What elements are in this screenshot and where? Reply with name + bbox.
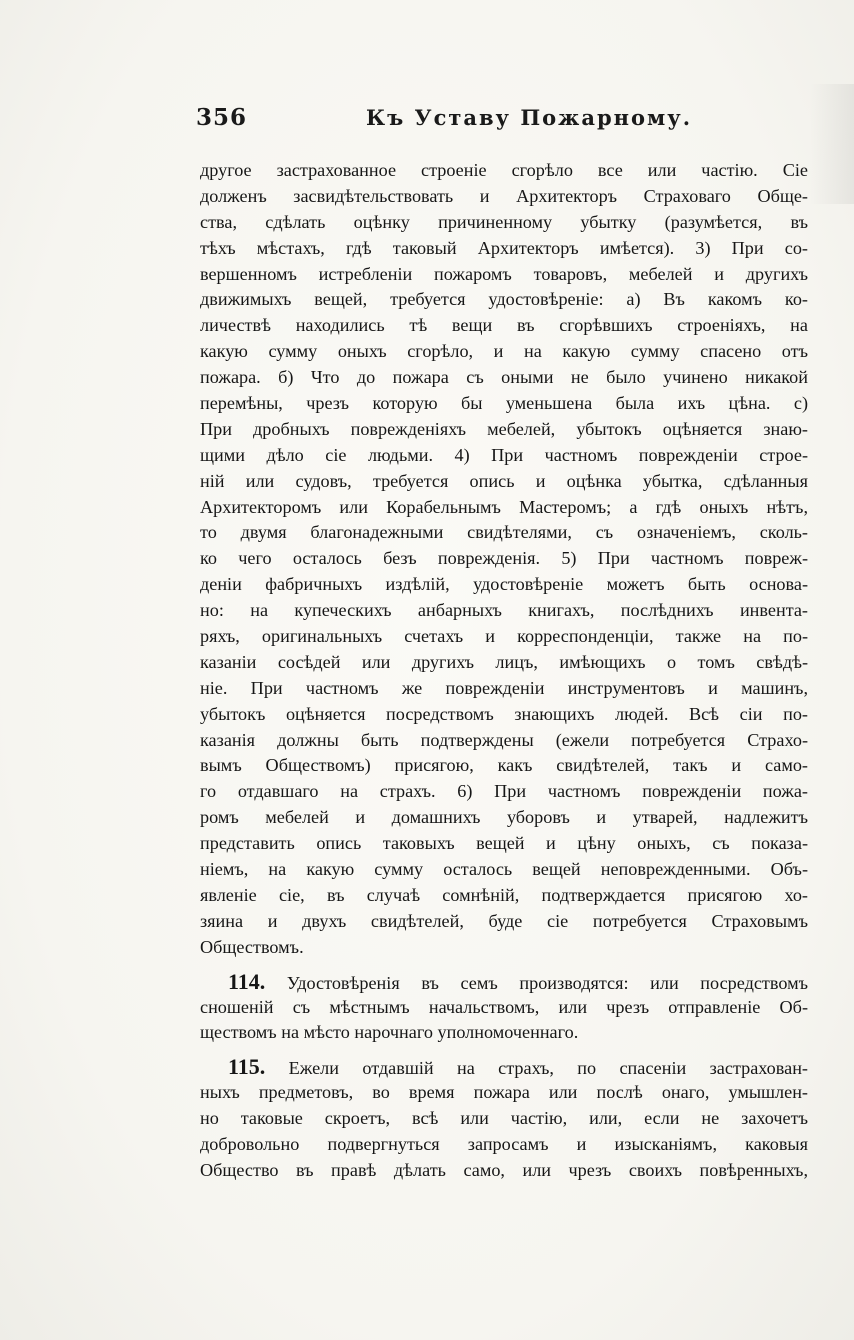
text-line: ромъ мебелей и домашнихъ уборовъ и утварей, надлежитъ (200, 807, 808, 828)
section-line-text: Удостовѣренія въ семъ производятся: или посредствомъ (265, 972, 808, 993)
text-line: ніе. При частномъ же поврежденіи инструментовъ и машинъ, (200, 677, 808, 698)
text-line: другое застрахованное строеніе сгорѣло все или частію. Сіе (200, 160, 808, 180)
text-line: какую сумму оныхъ сгорѣло, и на какую сумму спасено отъ (200, 341, 808, 362)
paragraph-1 (200, 158, 808, 961)
text-line: пожара. б) Что до пожара съ оными не было учинено никакой (200, 367, 808, 388)
page-header (196, 104, 808, 136)
text-line: перемѣны, чрезъ которую бы уменьшена была ихъ цѣна. с) (200, 393, 808, 414)
text-line: зяина и двухъ свидѣтелей, буде сіе потребуется Страховымъ (200, 910, 808, 931)
text-line: ній или судовъ, требуется опись и оцѣнка убытка, сдѣланныя (200, 470, 808, 491)
section-115 (200, 1054, 808, 1183)
text-line: явленіе сіе, въ случаѣ сомнѣній, подтверждается присягою хо- (200, 884, 808, 905)
text-line: ществомъ на мѣсто нарочнаго уполномоченнаго. (200, 1022, 579, 1043)
text-line: казанія должны быть подтверждены (ежели потребуется Страхо- (200, 729, 808, 750)
text-line: вымъ Обществомъ) присягою, какъ свидѣтелей, такъ и само- (200, 755, 808, 776)
text-line: Обществомъ. (200, 936, 304, 957)
text-line: сношеній съ мѣстнымъ начальствомъ, или чрезъ отправленіе Об- (200, 996, 808, 1017)
running-head: Къ Уставу Пожарному. (366, 105, 693, 130)
section-number: 114. (228, 968, 266, 994)
text-line: ко чего осталось безъ поврежденія. 5) При частномъ повреж- (200, 548, 808, 569)
text-line: представить опись таковыхъ вещей и цѣну оныхъ, съ показа- (200, 833, 808, 854)
text-line: вершенномъ истребленіи пожаромъ товаровъ, мебелей и другихъ (200, 263, 808, 284)
section-114 (200, 969, 808, 1047)
page-text (200, 158, 808, 1184)
section-number: 115. (228, 1054, 266, 1080)
text-line: ряхъ, оригинальныхъ счетахъ и корреспонденціи, также на по- (200, 626, 808, 647)
text-line: добровольно подвергнуться запросамъ и изысканіямъ, каковыя (200, 1133, 808, 1154)
text-line: личествѣ находились тѣ вещи въ сгорѣвшихъ строеніяхъ, на (200, 315, 808, 336)
section-first-line (200, 1054, 808, 1080)
text-line: ства, сдѣлать оцѣнку причиненному убытку (разумѣется, въ (200, 211, 808, 232)
text-line: деніи фабричныхъ издѣлій, удостовѣреніе можетъ быть основа- (200, 574, 808, 595)
text-line: долженъ засвидѣтельствовать и Архитекторъ Страховаго Обще- (200, 185, 808, 206)
text-line: но: на купеческихъ анбарныхъ книгахъ, послѣднихъ инвента- (200, 600, 808, 621)
section-line-text: Ежели отдавшій на страхъ, по спасеніи застрахован- (265, 1058, 808, 1079)
section-first-line (200, 969, 808, 995)
text-line: убытокъ оцѣняется посредствомъ знающихъ людей. Всѣ сіи по- (200, 703, 808, 724)
text-line: то двумя благонадежными свидѣтелями, съ означеніемъ, сколь- (200, 522, 808, 543)
text-line: казаніи сосѣдей или другихъ лицъ, имѣющихъ о томъ свѣдѣ- (200, 651, 808, 672)
text-line: Общество въ правѣ дѣлать само, или чрезъ своихъ повѣренныхъ, (200, 1159, 808, 1180)
text-line: Архитекторомъ или Корабельнымъ Мастеромъ; а гдѣ оныхъ нѣтъ, (200, 496, 808, 517)
page-edge-shadow (810, 84, 854, 204)
text-line: но таковые скроетъ, всѣ или частію, или, если не захочетъ (200, 1108, 808, 1129)
text-line: го отдавшаго на страхъ. 6) При частномъ поврежденіи пожа- (200, 781, 808, 802)
text-line: щими дѣло сіе людьми. 4) При частномъ поврежденіи строе- (200, 444, 808, 465)
text-line: При дробныхъ поврежденіяхъ мебелей, убытокъ оцѣняется знаю- (200, 418, 808, 439)
text-line: движимыхъ вещей, требуется удостовѣреніе: а) Въ какомъ ко- (200, 289, 808, 310)
page-number: 356 (196, 104, 248, 131)
text-line: тѣхъ мѣстахъ, гдѣ таковый Архитекторъ имѣется). 3) При со- (200, 237, 808, 258)
text-line: ніемъ, на какую сумму осталось вещей неповрежденными. Объ- (200, 859, 808, 880)
text-line: ныхъ предметовъ, во время пожара или послѣ онаго, умышлен- (200, 1082, 808, 1103)
